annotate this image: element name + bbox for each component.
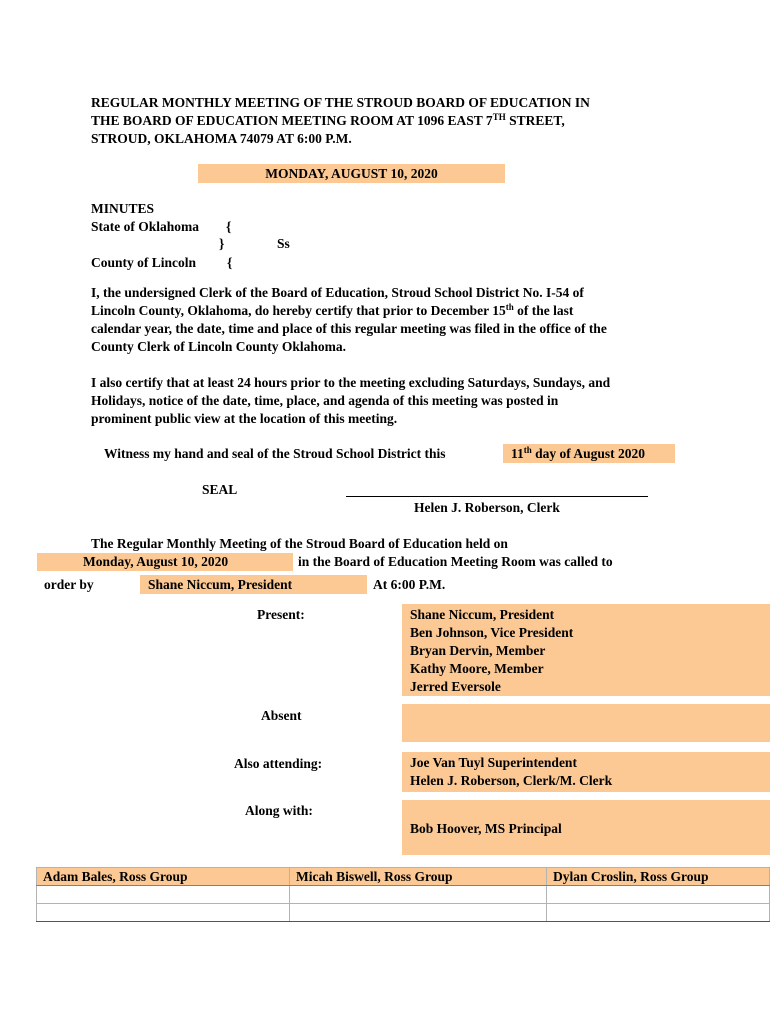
meeting-room-text: in the Board of Education Meeting Room was called to bbox=[298, 554, 613, 569]
signature-line bbox=[346, 496, 648, 497]
meeting-date-box: Monday, August 10, 2020 bbox=[37, 553, 293, 571]
meeting-time: At 6:00 P.M. bbox=[373, 577, 446, 592]
table-row bbox=[37, 904, 770, 922]
along-with-label: Along with: bbox=[245, 803, 313, 818]
brace-open: { bbox=[226, 219, 232, 234]
guest-cell: Dylan Croslin, Ross Group bbox=[547, 868, 770, 886]
seal-label: SEAL bbox=[202, 482, 238, 497]
meeting-date-banner: MONDAY, AUGUST 10, 2020 bbox=[198, 164, 505, 183]
list-item: Jerred Eversole bbox=[410, 679, 501, 694]
county-label: County of Lincoln bbox=[91, 255, 197, 270]
certification-paragraph-1: I, the undersigned Clerk of the Board of Education, Stroud School District No. I-54 of Lincoln County, Oklahoma, do hereby certify that prior to December 15th of the last calendar year, the date, time and place of this regular meeting was filed in the office of the County Clerk of Lincoln County Oklahoma. bbox=[91, 285, 607, 354]
also-attending-list bbox=[402, 752, 770, 792]
list-item: Kathy Moore, Member bbox=[410, 661, 544, 676]
list-item: Helen J. Roberson, Clerk/M. Clerk bbox=[410, 773, 613, 788]
ss-label: Ss bbox=[277, 236, 290, 251]
witness-day-box: 11th day of August 2020 bbox=[503, 444, 675, 463]
clerk-signature-name: Helen J. Roberson, Clerk bbox=[414, 500, 560, 515]
guest-cell: Adam Bales, Ross Group bbox=[37, 868, 290, 886]
meeting-intro: The Regular Monthly Meeting of the Stroud Board of Education held on bbox=[91, 536, 508, 551]
list-item: Joe Van Tuyl Superintendent bbox=[410, 755, 577, 770]
brace-open-2: { bbox=[227, 255, 233, 270]
order-by-label: order by bbox=[44, 577, 94, 592]
title-line-1: REGULAR MONTHLY MEETING OF THE STROUD BOARD OF EDUCATION IN bbox=[91, 95, 590, 110]
title-line-2: THE BOARD OF EDUCATION MEETING ROOM AT 1096 EAST 7TH STREET, bbox=[91, 112, 565, 128]
certification-paragraph-2: I also certify that at least 24 hours prior to the meeting excluding Saturdays, Sundays, and Holidays, notice of the date, time, place, and agenda of this meeting was posted in prominent public view at the location of this meeting. bbox=[91, 375, 611, 426]
minutes-heading: MINUTES bbox=[91, 201, 155, 216]
present-list bbox=[402, 604, 770, 696]
list-item: Bob Hoover, MS Principal bbox=[410, 821, 562, 836]
table-cell bbox=[37, 886, 290, 904]
table-cell bbox=[290, 904, 547, 922]
absent-label: Absent bbox=[261, 708, 302, 723]
table-row bbox=[37, 868, 770, 886]
guest-cell: Micah Biswell, Ross Group bbox=[290, 868, 547, 886]
title-line-3: STROUD, OKLAHOMA 74079 AT 6:00 P.M. bbox=[91, 131, 352, 146]
table-cell bbox=[547, 886, 770, 904]
meeting-title bbox=[91, 94, 590, 148]
list-item: Ben Johnson, Vice President bbox=[410, 625, 574, 640]
along-with-list bbox=[402, 800, 770, 855]
list-item: Shane Niccum, President bbox=[410, 607, 555, 622]
also-attending-label: Also attending: bbox=[234, 756, 323, 771]
brace-close: } bbox=[219, 236, 225, 251]
table-cell bbox=[290, 886, 547, 904]
guest-table bbox=[36, 867, 770, 922]
witness-text: Witness my hand and seal of the Stroud School District this bbox=[104, 446, 446, 461]
absent-list bbox=[402, 704, 770, 742]
table-cell bbox=[37, 904, 290, 922]
list-item: Bryan Dervin, Member bbox=[410, 643, 546, 658]
table-cell bbox=[547, 904, 770, 922]
state-label: State of Oklahoma bbox=[91, 219, 199, 234]
table-row bbox=[37, 886, 770, 904]
present-label: Present: bbox=[257, 607, 305, 622]
presiding-officer-box: Shane Niccum, President bbox=[140, 575, 367, 594]
